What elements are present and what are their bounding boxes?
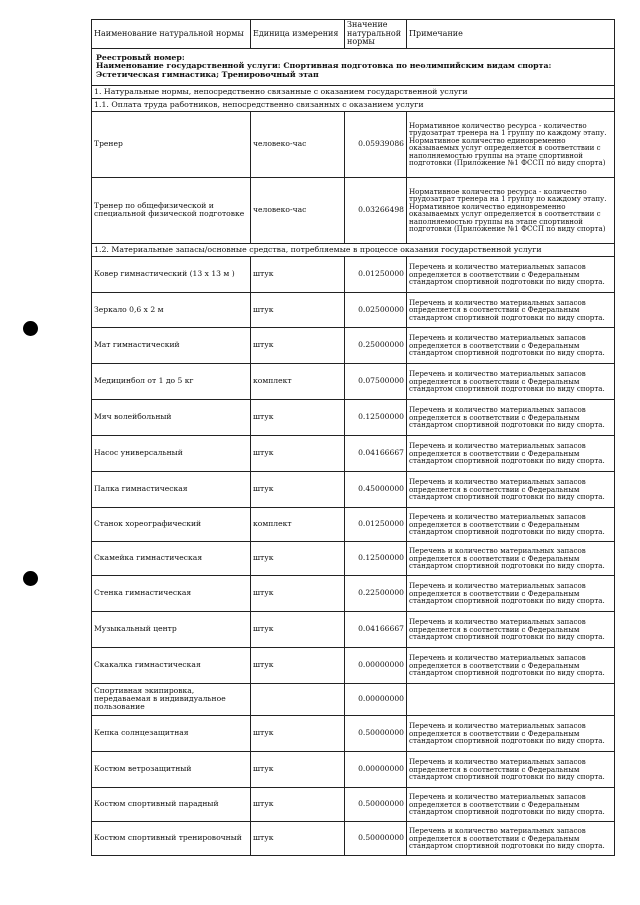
material-note: Перечень и количество материальных запасов определяется в соответствии с Федеральным стандартом спортивной подготовки по виду спорта. — [407, 471, 615, 507]
material-note: Перечень и количество материальных запасов определяется в соответствии с Федеральным стандартом спортивной подготовки по виду спорта. — [407, 435, 615, 471]
header-unit: Единица измерения — [251, 20, 345, 49]
staff-value: 0.03266498 — [345, 177, 407, 243]
material-row — [92, 435, 615, 471]
registry-row — [92, 48, 615, 85]
staff-note: Нормативное количество ресурса - количество трудозатрат тренера на 1 группу по каждому этапу. Нормативное количество единовременно оказываемых услуг определяется в соответствии с наполняемостью группы на этапе спортивной подготовки (Приложение №1 ФССП по виду спорта) — [407, 177, 615, 243]
material-unit: штук — [251, 292, 345, 327]
material-note: Перечень и количество материальных запасов определяется в соответствии с Федеральным стандартом спортивной подготовки по виду спорта. — [407, 787, 615, 821]
material-unit: штук — [251, 471, 345, 507]
material-value: 0.50000000 — [345, 821, 407, 855]
material-unit: штук — [251, 541, 345, 575]
registry-service-name: Наименование государственной услуги: Спортивная подготовка по неолимпийским видам спорта: — [96, 61, 552, 71]
material-name: Мяч волейбольный — [92, 399, 251, 435]
material-row — [92, 683, 615, 715]
material-row — [92, 575, 615, 611]
material-note — [407, 683, 615, 715]
material-note: Перечень и количество материальных запасов определяется в соответствии с Федеральным стандартом спортивной подготовки по виду спорта. — [407, 715, 615, 751]
material-unit: штук — [251, 611, 345, 647]
material-unit: комплект — [251, 363, 345, 399]
material-row — [92, 256, 615, 292]
material-note: Перечень и количество материальных запасов определяется в соответствии с Федеральным стандартом спортивной подготовки по виду спорта. — [407, 507, 615, 541]
material-unit: штук — [251, 575, 345, 611]
material-row — [92, 821, 615, 855]
material-value: 0.00000000 — [345, 647, 407, 683]
material-name: Скамейка гимнастическая — [92, 541, 251, 575]
material-name: Стенка гимнастическая — [92, 575, 251, 611]
material-value: 0.04166667 — [345, 611, 407, 647]
staff-row — [92, 177, 615, 243]
material-row — [92, 292, 615, 327]
material-unit: штук — [251, 399, 345, 435]
material-name: Спортивная экипировка, передаваемая в индивидуальное пользование — [92, 683, 251, 715]
material-value: 0.12500000 — [345, 399, 407, 435]
material-row — [92, 541, 615, 575]
norms-document — [91, 19, 614, 856]
section-1-heading: 1. Натуральные нормы, непосредственно связанные с оказанием государственной услуги — [92, 85, 615, 98]
material-unit: штук — [251, 715, 345, 751]
material-name: Палка гимнастическая — [92, 471, 251, 507]
material-note: Перечень и количество материальных запасов определяется в соответствии с Федеральным стандартом спортивной подготовки по виду спорта. — [407, 541, 615, 575]
section-1-1-heading: 1.1. Оплата труда работников, непосредственно связанных с оказанием услуги — [92, 98, 615, 111]
material-unit: штук — [251, 435, 345, 471]
material-name: Скакалка гимнастическая — [92, 647, 251, 683]
section-row — [92, 85, 615, 98]
norms-table — [91, 19, 615, 856]
material-unit: штук — [251, 256, 345, 292]
staff-value: 0.05939086 — [345, 111, 407, 177]
punch-hole-bottom — [23, 571, 38, 586]
material-value: 0.07500000 — [345, 363, 407, 399]
material-row — [92, 399, 615, 435]
header-value: Значение натуральной нормы — [345, 20, 407, 49]
staff-row — [92, 111, 615, 177]
material-row — [92, 507, 615, 541]
material-unit: штук — [251, 787, 345, 821]
staff-name: Тренер по общефизической и специальной физической подготовке — [92, 177, 251, 243]
punch-hole-top — [23, 321, 38, 336]
material-name: Зеркало 0,6 x 2 м — [92, 292, 251, 327]
material-note: Перечень и количество материальных запасов определяется в соответствии с Федеральным стандартом спортивной подготовки по виду спорта. — [407, 256, 615, 292]
material-value: 0.12500000 — [345, 541, 407, 575]
section-row — [92, 98, 615, 111]
material-row — [92, 471, 615, 507]
material-name: Костюм спортивный парадный — [92, 787, 251, 821]
material-note: Перечень и количество материальных запасов определяется в соответствии с Федеральным стандартом спортивной подготовки по виду спорта. — [407, 575, 615, 611]
material-unit: штук — [251, 821, 345, 855]
material-name: Станок хореографический — [92, 507, 251, 541]
material-value: 0.01250000 — [345, 256, 407, 292]
material-name: Ковер гимнастический (13 x 13 м ) — [92, 256, 251, 292]
material-name: Костюм спортивный тренировочный — [92, 821, 251, 855]
registry-stage: Эстетическая гимнастика; Тренировочный этап — [96, 70, 319, 80]
material-note: Перечень и количество материальных запасов определяется в соответствии с Федеральным стандартом спортивной подготовки по виду спорта. — [407, 363, 615, 399]
material-name: Медицинбол от 1 до 5 кг — [92, 363, 251, 399]
section-row — [92, 243, 615, 256]
header-name: Наименование натуральной нормы — [92, 20, 251, 49]
material-row — [92, 647, 615, 683]
material-unit: штук — [251, 751, 345, 787]
section-1-2-heading: 1.2. Материальные запасы/основные средства, потребляемые в процессе оказания государственной услуги — [92, 243, 615, 256]
staff-note: Нормативное количество ресурса - количество трудозатрат тренера на 1 группу по каждому этапу. Нормативное количество единовременно оказываемых услуг определяется в соответствии с наполняемостью группы на этапе спортивной подготовки (Приложение №1 ФССП по виду спорта) — [407, 111, 615, 177]
material-value: 0.50000000 — [345, 715, 407, 751]
material-note: Перечень и количество материальных запасов определяется в соответствии с Федеральным стандартом спортивной подготовки по виду спорта. — [407, 751, 615, 787]
staff-name: Тренер — [92, 111, 251, 177]
material-name: Костюм ветрозащитный — [92, 751, 251, 787]
material-value: 0.45000000 — [345, 471, 407, 507]
material-row — [92, 327, 615, 363]
material-unit — [251, 683, 345, 715]
material-value: 0.00000000 — [345, 751, 407, 787]
staff-unit: человеко-час — [251, 111, 345, 177]
material-name: Кепка солнцезащитная — [92, 715, 251, 751]
material-value: 0.04166667 — [345, 435, 407, 471]
material-value: 0.00000000 — [345, 683, 407, 715]
material-row — [92, 787, 615, 821]
material-row — [92, 715, 615, 751]
material-note: Перечень и количество материальных запасов определяется в соответствии с Федеральным стандартом спортивной подготовки по виду спорта. — [407, 611, 615, 647]
material-value: 0.02500000 — [345, 292, 407, 327]
material-unit: штук — [251, 327, 345, 363]
material-name: Мат гимнастический — [92, 327, 251, 363]
material-note: Перечень и количество материальных запасов определяется в соответствии с Федеральным стандартом спортивной подготовки по виду спорта. — [407, 327, 615, 363]
material-value: 0.50000000 — [345, 787, 407, 821]
table-header-row — [92, 20, 615, 49]
material-value: 0.01250000 — [345, 507, 407, 541]
material-row — [92, 363, 615, 399]
registry-number: Реестровый номер: — [96, 52, 185, 62]
material-value: 0.25000000 — [345, 327, 407, 363]
material-unit: штук — [251, 647, 345, 683]
staff-unit: человеко-час — [251, 177, 345, 243]
material-row — [92, 611, 615, 647]
material-note: Перечень и количество материальных запасов определяется в соответствии с Федеральным стандартом спортивной подготовки по виду спорта. — [407, 399, 615, 435]
material-note: Перечень и количество материальных запасов определяется в соответствии с Федеральным стандартом спортивной подготовки по виду спорта. — [407, 821, 615, 855]
material-note: Перечень и количество материальных запасов определяется в соответствии с Федеральным стандартом спортивной подготовки по виду спорта. — [407, 292, 615, 327]
material-unit: комплект — [251, 507, 345, 541]
header-note: Примечание — [407, 20, 615, 49]
material-note: Перечень и количество материальных запасов определяется в соответствии с Федеральным стандартом спортивной подготовки по виду спорта. — [407, 647, 615, 683]
material-value: 0.22500000 — [345, 575, 407, 611]
material-row — [92, 751, 615, 787]
material-name: Музыкальный центр — [92, 611, 251, 647]
material-name: Насос универсальный — [92, 435, 251, 471]
